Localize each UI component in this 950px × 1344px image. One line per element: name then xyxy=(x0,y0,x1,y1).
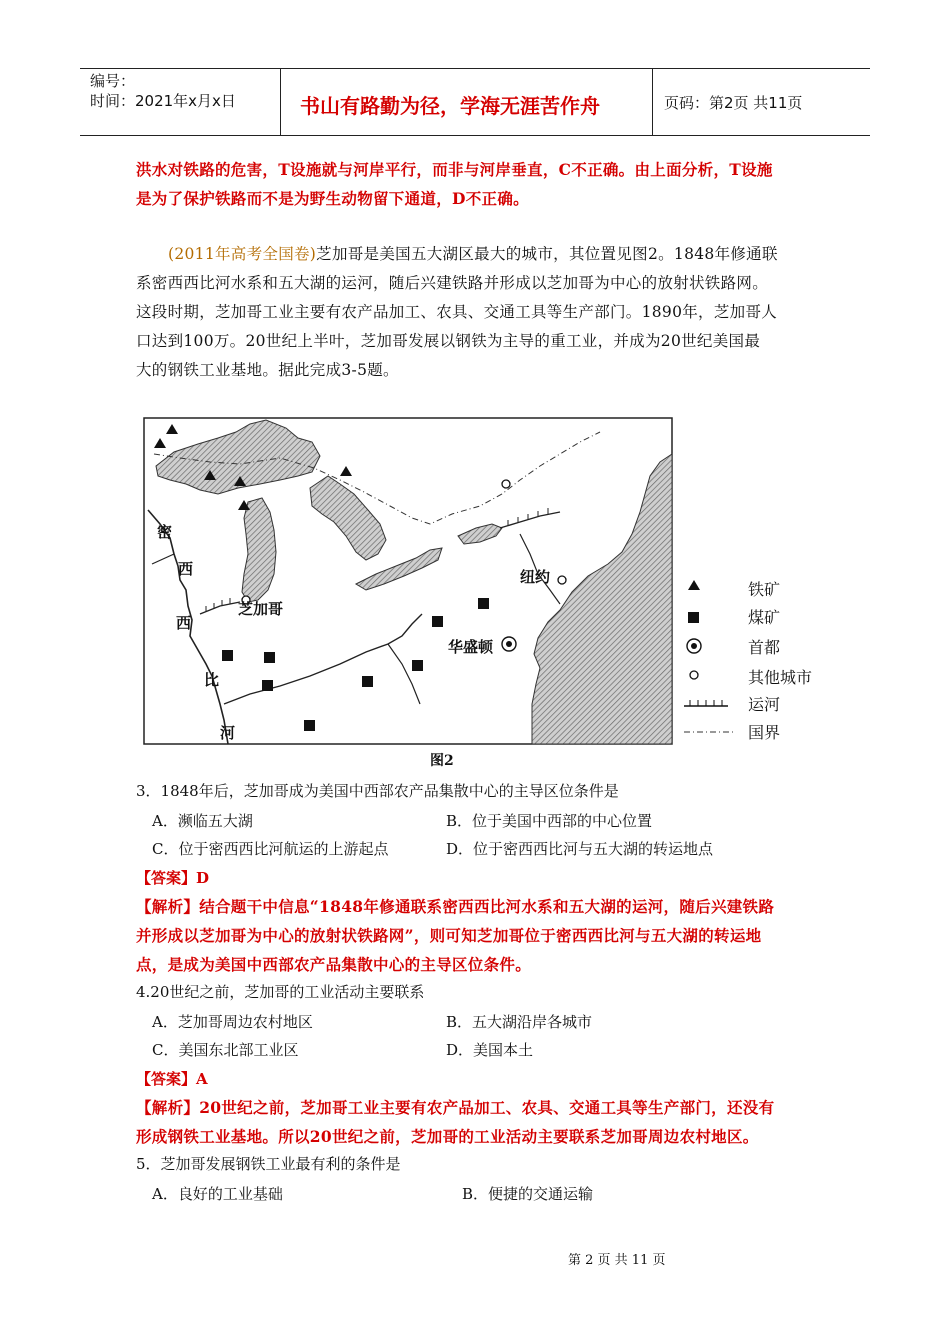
question-4-option-a: A．芝加哥周边农村地区 xyxy=(152,1013,313,1031)
question-5-option-b: B．便捷的交通运输 xyxy=(462,1185,594,1203)
intro-analysis-line-2: 是为了保护铁路而不是为野生动物留下通道，D不正确。 xyxy=(136,189,529,208)
question-4-answer xyxy=(136,1065,208,1093)
intro-analysis-line-1: 洪水对铁路的危害，T设施就与河岸平行，而非与河岸垂直，C不正确。由上面分析，T设施 xyxy=(136,160,773,179)
question-3-option-d: D．位于密西西比河与五大湖的转运地点 xyxy=(446,840,714,858)
passage-line-1 xyxy=(168,240,778,269)
question-4-answer-value: A xyxy=(196,1070,208,1088)
legend-capital-icon-inner xyxy=(691,643,697,649)
river-label-4: 比 xyxy=(204,671,220,689)
other-city-icon xyxy=(502,480,510,488)
header-number-label: 编号： xyxy=(90,72,136,90)
passage-line-4: 口达到100万。20世纪上半叶，芝加哥发展以钢铁为主导的重工业，并成为20世纪美国最 xyxy=(136,332,761,350)
question-3-analysis-line-1-text: 结合题干中信息“1848年修通联系密西西比河水系和五大湖的运河，随后兴建铁路 xyxy=(199,897,775,916)
legend-other-city-icon xyxy=(690,671,698,679)
question-3-answer xyxy=(136,864,209,892)
question-4-analysis-line-1-text: 20世纪之前，芝加哥工业主要有农产品加工、农具、交通工具等生产部门，还没有 xyxy=(199,1098,775,1117)
question-3-option-c: C．位于密西西比河航运的上游起点 xyxy=(152,840,389,858)
legend-iron-label: 铁矿 xyxy=(748,580,781,599)
question-4-option-c: C．美国东北部工业区 xyxy=(152,1041,299,1059)
river-label-3: 西 xyxy=(176,614,192,632)
question-3-analysis-line-2: 并形成以芝加哥为中心的放射状铁路网”，则可知芝加哥位于密西西比河与五大湖的转运地 xyxy=(136,926,762,945)
question-5-option-a: A．良好的工业基础 xyxy=(152,1185,283,1203)
great-lakes-map xyxy=(140,414,680,750)
header-top-rule xyxy=(80,68,870,69)
passage-line-5: 大的钢铁工业基地。据此完成3-5题。 xyxy=(136,361,399,379)
legend-symbols xyxy=(680,574,740,744)
new-york-city-icon xyxy=(558,576,566,584)
coal-mine-icon xyxy=(264,652,275,663)
question-4-analysis-label: 【解析】 xyxy=(136,1098,200,1117)
passage-line-3: 这段时期，芝加哥工业主要有农产品加工、农具、交通工具等生产部门。1890年，芝加哥人 xyxy=(136,303,778,321)
legend-coal-label: 煤矿 xyxy=(748,608,781,627)
question-4-option-b: B．五大湖沿岸各城市 xyxy=(446,1013,593,1031)
legend-capital-label: 首都 xyxy=(748,638,781,657)
question-3-answer-value: D xyxy=(196,869,210,887)
question-4-answer-label: 【答案】 xyxy=(136,1070,197,1088)
figure-caption: 图2 xyxy=(430,753,454,769)
river-label-5: 河 xyxy=(220,724,236,742)
question-3-analysis-line-3: 点，是成为美国中西部农产品集散中心的主导区位条件。 xyxy=(136,955,532,974)
passage-line-2: 系密西西比河水系和五大湖的运河，随后兴建铁路并形成以芝加哥为中心的放射状铁路网。 xyxy=(136,274,769,292)
question-3-option-a: A．濒临五大湖 xyxy=(152,812,253,830)
coal-mine-icon xyxy=(222,650,233,661)
header-bottom-rule xyxy=(80,135,870,136)
passage-line-1-text: 芝加哥是美国五大湖区最大的城市，其位置见图2。1848年修通联 xyxy=(316,245,778,263)
header-date-label: 时间：2021年x月x日 xyxy=(90,92,236,110)
legend-coal-icon xyxy=(688,612,699,623)
river-label-2: 西 xyxy=(178,560,194,578)
legend-border-label: 国界 xyxy=(748,723,781,742)
header-motto: 书山有路勤为径，学海无涯苦作舟 xyxy=(300,94,600,118)
legend-canal-ticks xyxy=(690,700,722,706)
question-3-stem: 3．1848年后，芝加哥成为美国中西部农产品集散中心的主导区位条件是 xyxy=(136,782,619,800)
coal-mine-icon xyxy=(478,598,489,609)
page-footer: 第 2 页 共 11 页 xyxy=(568,1253,666,1268)
question-4-analysis-line-2: 形成钢铁工业基地。所以20世纪之前，芝加哥的工业活动主要联系芝加哥周边农村地区。 xyxy=(136,1127,759,1146)
question-3-analysis-line-1 xyxy=(136,892,774,921)
legend-iron-icon xyxy=(688,580,700,590)
coal-mine-icon xyxy=(362,676,373,687)
legend-other-city-label: 其他城市 xyxy=(748,668,813,687)
coal-mine-icon xyxy=(412,660,423,671)
header-divider-left xyxy=(280,68,281,136)
question-5-stem: 5．芝加哥发展钢铁工业最有利的条件是 xyxy=(136,1155,401,1173)
header-page-label: 页码：第2页 共11页 xyxy=(664,94,803,112)
question-3-option-b: B．位于美国中西部的中心位置 xyxy=(446,812,653,830)
question-3-analysis-label: 【解析】 xyxy=(136,897,200,916)
coal-mine-icon xyxy=(262,680,273,691)
river-label-1: 密 xyxy=(157,523,173,541)
coal-mine-icon xyxy=(304,720,315,731)
legend-canal-label: 运河 xyxy=(748,695,781,714)
washington-label: 华盛顿 xyxy=(448,638,494,656)
new-york-label: 纽约 xyxy=(520,568,551,586)
coal-mine-icon xyxy=(432,616,443,627)
washington-capital-icon-inner xyxy=(506,641,512,647)
chicago-label: 芝加哥 xyxy=(238,600,284,618)
question-4-analysis-line-1 xyxy=(136,1093,774,1122)
passage-source: (2011年高考全国卷) xyxy=(168,245,317,263)
question-4-stem: 4.20世纪之前，芝加哥的工业活动主要联系 xyxy=(136,983,425,1001)
question-4-option-d: D．美国本土 xyxy=(446,1041,534,1059)
header-divider-right xyxy=(652,68,653,136)
question-3-answer-label: 【答案】 xyxy=(136,869,197,887)
